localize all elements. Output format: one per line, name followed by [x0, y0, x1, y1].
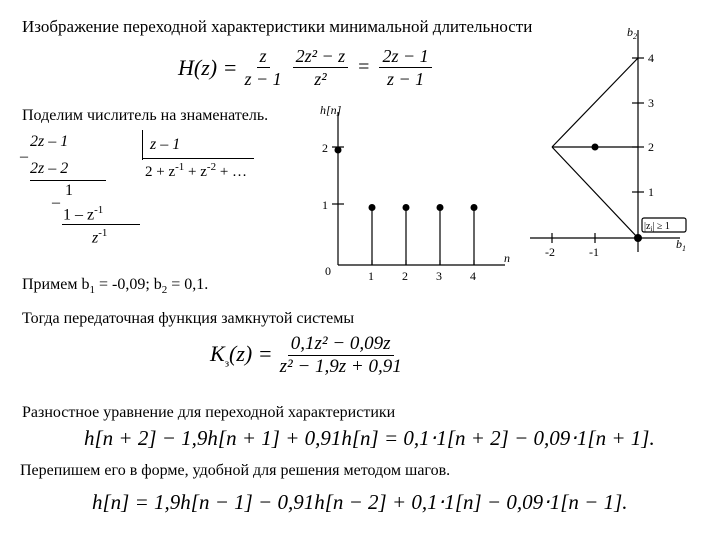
stem-xlabel: n — [504, 251, 510, 265]
fraction-1 — [241, 46, 284, 89]
stability-plot — [530, 20, 700, 270]
f2-den: z² — [314, 69, 327, 89]
rewrite-text: Перепишем его в форме, удобной для решения методом шагов. — [20, 462, 451, 479]
f2-num: 2z² − z — [293, 46, 349, 68]
closed-tf-formula — [210, 334, 409, 377]
stem-xtick-label-4: 4 — [470, 269, 476, 283]
accept-text: Примем $b_1 = -0,09$; $b_2 = 0,1$. — [22, 276, 209, 297]
stab-ytick-2: 2 — [648, 140, 654, 154]
stab-xtick--1: -1 — [589, 245, 599, 259]
transfer-formula — [178, 46, 436, 89]
closed-tf-den: z² − 1,9z + 0,91 — [279, 356, 402, 377]
ld-line-2: 2z – 2 — [30, 160, 69, 177]
transfer-lhs: H(z) = — [178, 54, 238, 80]
fraction-2 — [293, 46, 349, 89]
ld-rule-2 — [62, 224, 140, 225]
stab-triangle-lower — [552, 147, 638, 238]
stab-point — [592, 144, 599, 151]
ld-minus-2: – — [52, 194, 60, 211]
stab-ytick-4: 4 — [648, 51, 654, 65]
ld-line-1: 2z – 1 — [30, 133, 69, 150]
stem-point-0 — [335, 147, 342, 154]
stem-xtick-label-1: 1 — [368, 269, 374, 283]
stem-point-1 — [369, 204, 376, 211]
diff-text: Разностное уравнение для переходной характеристики — [22, 404, 396, 421]
equals-sign: = — [358, 56, 370, 78]
divide-text: Поделим числитель на знаменатель. — [22, 107, 269, 124]
stem-ytick-label-2: 2 — [322, 141, 328, 155]
stab-xlabel: $b_1$ — [676, 237, 686, 253]
f1-num: z — [257, 46, 270, 68]
f3-den: z − 1 — [386, 69, 425, 89]
f3-num: 2z − 1 — [379, 46, 431, 68]
ld-line-3: 1 — [65, 182, 73, 199]
stem-point-2 — [403, 204, 410, 211]
stem-origin: 0 — [325, 264, 331, 278]
ld-line-4: $1 - z^{-1}$ — [63, 204, 104, 224]
fraction-3 — [379, 46, 431, 89]
stem-xtick-label-3: 3 — [436, 269, 442, 283]
heading: Изображение переходной характеристики минимальной длительности — [22, 17, 533, 36]
ld-divisor-bar — [142, 130, 143, 160]
stem-ylabel: h[n] — [320, 103, 342, 117]
ld-rule-1 — [30, 180, 106, 181]
stem-xtick-label-2: 2 — [402, 269, 408, 283]
closed-tf-num: 0,1z² − 0,09z — [288, 334, 394, 356]
stab-ylabel: $b_2$ — [627, 25, 637, 41]
f1-den: z − 1 — [244, 69, 282, 89]
stab-note: $|z_i| \ge 1$ — [644, 221, 670, 233]
stem-plot — [310, 100, 520, 290]
stab-xtick--2: -2 — [545, 245, 555, 259]
stem-point-3 — [437, 204, 444, 211]
closed-tf-lhs: $K_з(z)$ = — [210, 341, 273, 370]
stab-origin-point — [634, 234, 642, 242]
diff-equation: h[n + 2] − 1,9h[n + 1] + 0,91h[n] = 0,1⋅1[n + 2] − 0,09⋅1[n + 1]. — [84, 426, 655, 450]
ld-line-5: $z^{-1}$ — [92, 227, 108, 247]
ld-divisor: z – 1 — [150, 136, 181, 153]
stab-triangle-upper — [552, 58, 638, 147]
step-equation: h[n] = 1,9h[n − 1] − 0,91h[n − 2] + 0,1⋅1[n] − 0,09⋅1[n − 1]. — [92, 490, 628, 514]
stem-ytick-label-1: 1 — [322, 198, 328, 212]
ld-quotient: $2 + z^{-1} + z^{-2}$ + … — [145, 161, 248, 180]
closed-tf-fraction — [277, 334, 405, 377]
stem-point-4 — [471, 204, 478, 211]
ld-minus-1: – — [20, 148, 28, 165]
ld-divisor-rule — [142, 158, 254, 159]
closed-loop-text: Тогда передаточная функция замкнутой системы — [22, 310, 355, 327]
stab-ytick-3: 3 — [648, 96, 654, 110]
stab-ytick-1: 1 — [648, 185, 654, 199]
